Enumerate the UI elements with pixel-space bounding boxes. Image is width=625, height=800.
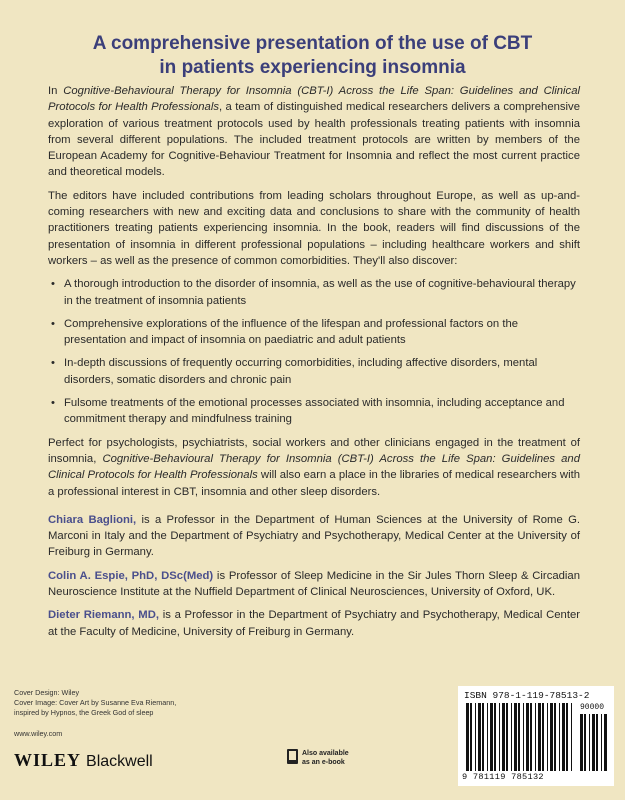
- logo-blackwell: Blackwell: [86, 753, 153, 770]
- isbn-text: ISBN 978-1-119-78513-2: [464, 690, 590, 701]
- author-bio-espie: [48, 568, 580, 601]
- feature-item: • A thorough introduction to the disorder of insomnia, as well as the use of cognitive-behavioural therapy in the treatment of insomnia patients: [48, 276, 580, 309]
- barcode-bar: [554, 703, 556, 771]
- barcode-bar: [562, 703, 565, 771]
- ebook-line-2: as an e-book: [302, 759, 345, 766]
- feature-item: • Comprehensive explorations of the influence of the lifespan and professional factors on the presentation and impact of insomnia on paediatric and adult patients: [48, 316, 580, 349]
- author-text: is Professor of Sleep Medicine in the Sir Jules Thorn Sleep & Circadian Neuroscience Institute at the Nuffield Department of Clinical Neurosciences, University of Oxford, UK.: [48, 569, 580, 599]
- barcode-bar: [538, 703, 541, 771]
- headline-line-1: A comprehensive presentation of the use of CBT: [92, 33, 533, 54]
- barcode-bar: [511, 703, 512, 771]
- barcode-bar: [601, 714, 602, 771]
- barcode-bar: [589, 714, 590, 771]
- barcode-bar: [487, 703, 488, 771]
- addon-barcode-bars: [580, 714, 608, 771]
- price-code: 90000: [580, 703, 605, 712]
- barcode-bar: [550, 703, 553, 771]
- barcode-bar: [466, 703, 469, 771]
- ean-number: 9 781119 785132: [462, 772, 544, 782]
- editors-paragraph: The editors have included contributions from leading scholars throughout Europe, as well as up-and-coming researchers with new and exciting data and conclusions to share with the community of health practitioners treating patients experiencing insomnia. In the book, readers will find discussions of the presentation of insomnia in different professional populations – including healthcare workers and shift workers – as well as the presence of common comorbidities. They'll also discover:: [48, 189, 580, 267]
- feature-item: • Fulsome treatments of the emotional processes associated with insomnia, including acceptance and commitment therapy and mindfulness training: [48, 395, 580, 428]
- closing-pre: Perfect for psychologists, psychiatrists, social workers and other clinicians engaged in the treatment of insomnia,: [48, 436, 580, 465]
- barcode-bar: [530, 703, 532, 771]
- barcode-bar: [604, 714, 607, 771]
- barcode-bar: [506, 703, 508, 771]
- author-name: Dieter Riemann, MD,: [48, 609, 159, 622]
- description: [48, 83, 580, 647]
- author-bio-riemann: [48, 607, 580, 640]
- publisher-logo: [14, 750, 153, 771]
- ebook-line-1: Also available: [302, 750, 349, 757]
- barcode-bar: [523, 703, 524, 771]
- barcode-bar: [490, 703, 493, 771]
- barcode-bar: [571, 703, 572, 771]
- barcode-bar: [580, 714, 583, 771]
- barcode-bar: [596, 714, 598, 771]
- cover-image-inspiration: inspired by Hypnos, the Greek God of sleep: [14, 708, 154, 717]
- barcode: [458, 686, 614, 786]
- barcode-bar: [559, 703, 560, 771]
- barcode-bar: [470, 703, 472, 771]
- barcode-bar: [478, 703, 481, 771]
- ebook-notice: [287, 749, 349, 767]
- cover-design-credit: Cover Design: Wiley: [14, 688, 80, 697]
- barcode-bar: [494, 703, 496, 771]
- barcode-bar: [526, 703, 529, 771]
- publisher-website[interactable]: www.wiley.com: [14, 729, 63, 738]
- barcode-bar: [584, 714, 586, 771]
- author-bio-baglioni: [48, 512, 580, 561]
- barcode-bar: [514, 703, 517, 771]
- ebook-icon: [287, 749, 298, 764]
- barcode-bar: [542, 703, 544, 771]
- author-text: is a Professor in the Department of Human Sciences at the University of Rome G. Marconi in Italy and the Department of Psychiatry and Psychotherapy, Medical Center at the University of Freiburg in Germany.: [48, 513, 580, 559]
- logo-wiley: WILEY: [14, 750, 82, 770]
- barcode-bar: [566, 703, 568, 771]
- closing-paragraph: [48, 435, 580, 500]
- barcode-bar: [592, 714, 595, 771]
- barcode-bar: [518, 703, 520, 771]
- barcode-bar: [482, 703, 484, 771]
- intro-book-title: Cognitive-Behavioural Therapy for Insomnia (CBT-I) Across the Life Span: Guidelines and Clinical Protocols for Health Professionals: [48, 85, 580, 114]
- headline: [40, 32, 585, 80]
- ebook-text: [302, 749, 349, 767]
- intro-post: , a team of distinguished medical researchers delivers a comprehensive exploration of various treatment protocols used by health professionals treating patients with insomnia from several different populations. The included treatment protocols are written by members of the European Academy for Cognitive-Behaviour Treatment for Insomnia and reflect the most current practice and theoretical models.: [48, 101, 580, 179]
- ean-barcode-bars: [466, 703, 576, 771]
- intro-pre: In: [48, 85, 64, 97]
- feature-item: • In-depth discussions of frequently occurring comorbidities, including affective disorders, mental disorders, somatic disorders and chronic pain: [48, 355, 580, 388]
- barcode-bar: [535, 703, 536, 771]
- cover-image-credit: Cover Image: Cover Art by Susanne Eva Riemann,: [14, 698, 177, 707]
- closing-post: will also earn a place in the libraries of medical researchers with a professional interest in CBT, insomnia and other sleep disorders.: [48, 469, 580, 498]
- barcode-bar: [499, 703, 500, 771]
- author-text: is a Professor in the Department of Psychiatry and Psychotherapy, Medical Center at the Faculty of Medicine, University of Freiburg in Germany.: [48, 609, 581, 638]
- barcode-bar: [475, 703, 476, 771]
- headline-line-2: in patients experiencing insomnia: [159, 57, 466, 78]
- intro-paragraph: [48, 83, 580, 181]
- cover-credits: [14, 688, 314, 718]
- feature-list: [48, 276, 580, 427]
- barcode-bar: [547, 703, 548, 771]
- author-name: Chiara Baglioni,: [48, 513, 137, 526]
- author-name: Colin A. Espie, PhD, DSc(Med): [48, 569, 214, 582]
- barcode-bar: [502, 703, 505, 771]
- closing-book-title: Cognitive-Behavioural Therapy for Insomnia (CBT-I) Across the Life Span: Guidelines and Clinical Protocols for Health Professionals: [48, 452, 580, 482]
